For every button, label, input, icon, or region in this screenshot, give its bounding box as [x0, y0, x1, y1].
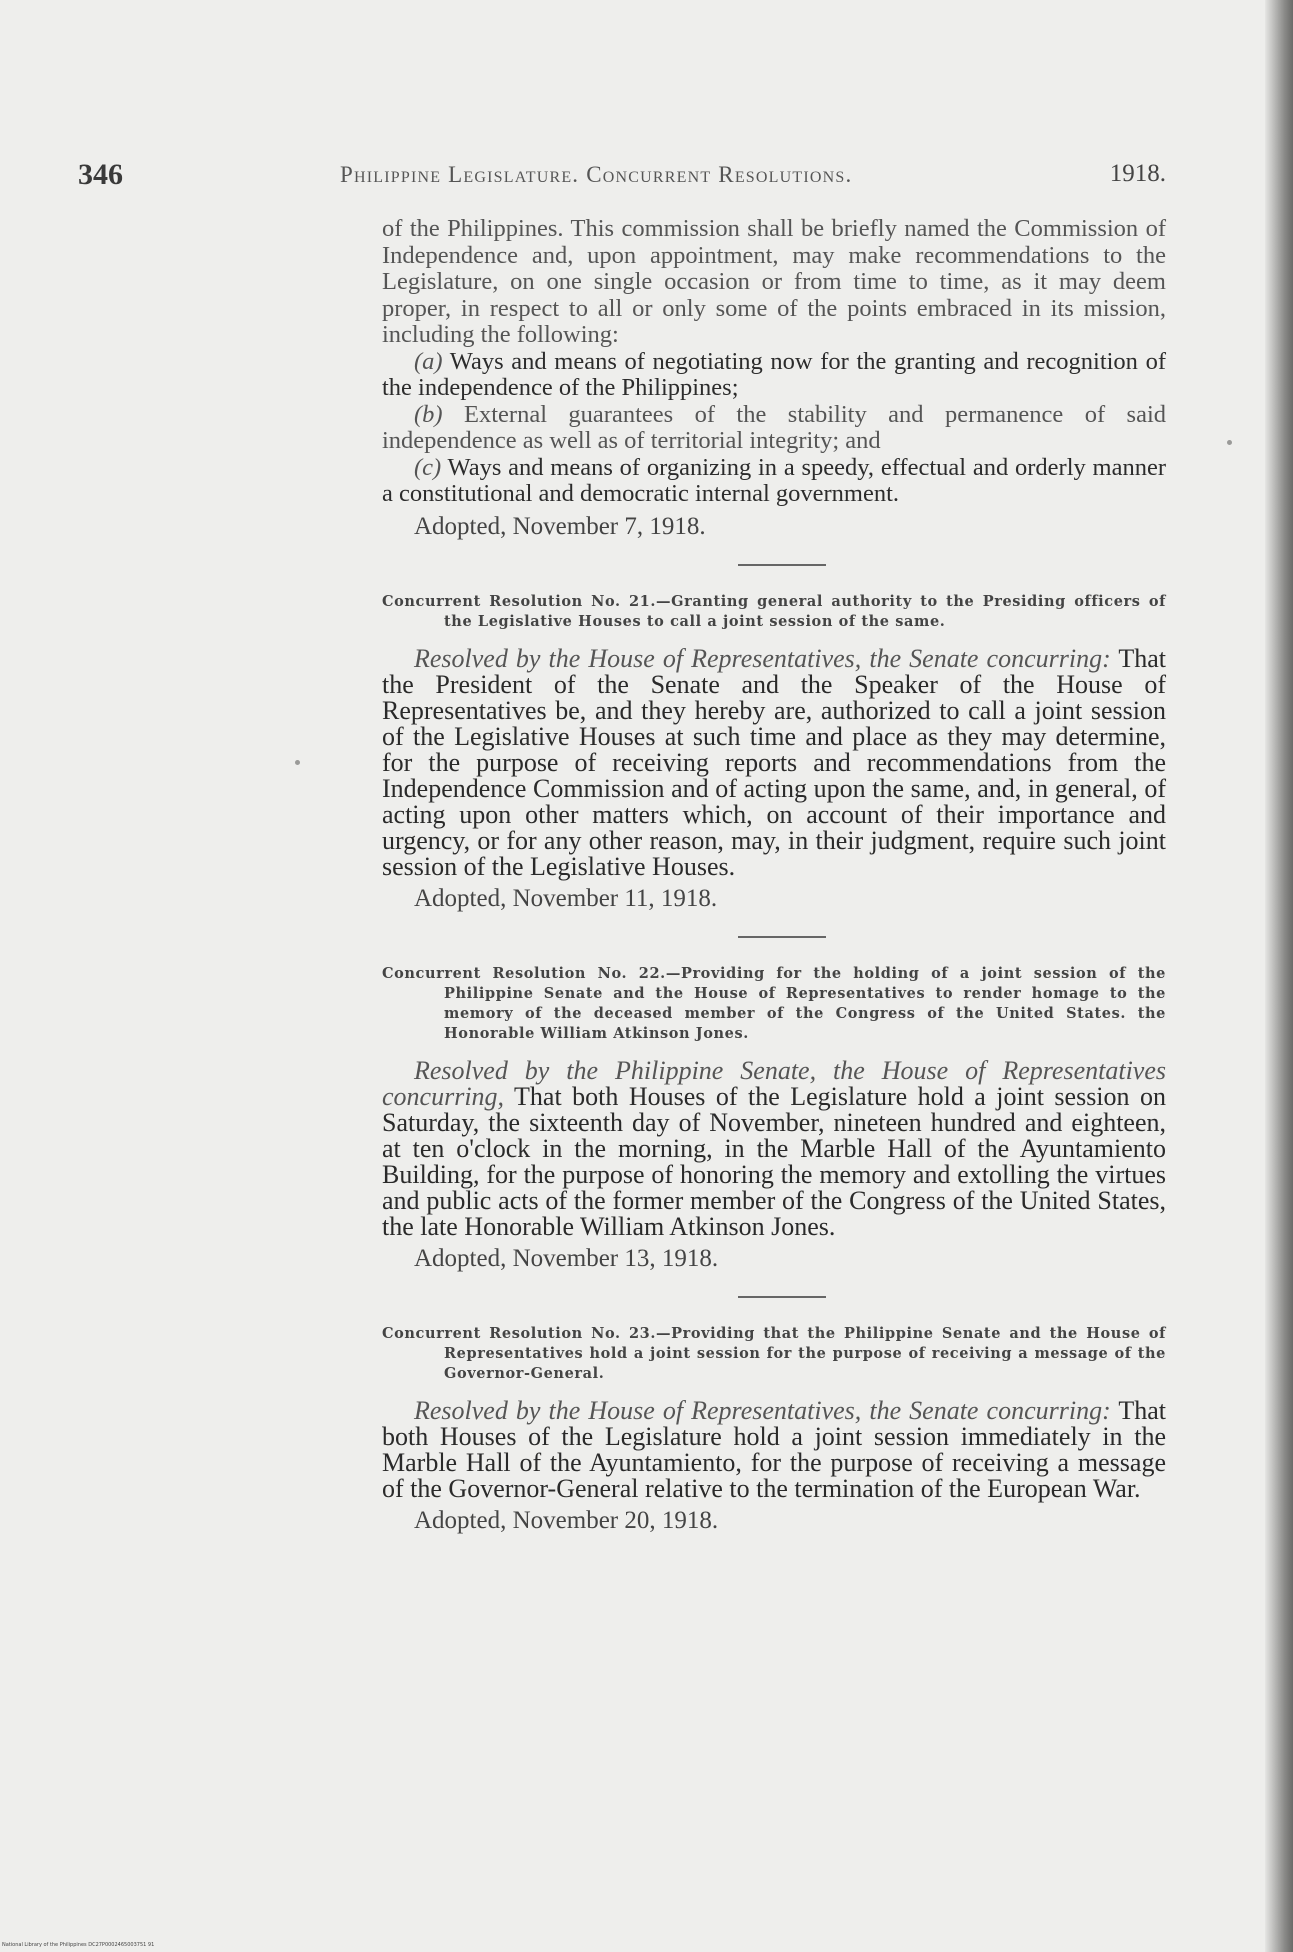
intro-item-b [382, 402, 1166, 455]
page-number: 346 [78, 158, 123, 191]
resolution-heading [382, 592, 1166, 632]
resolution-body [382, 643, 1167, 881]
resolution-title: —Granting general authority to the Presiding officers of the Legislative Houses to call a joint session of the same. [444, 592, 1166, 630]
adopted-date: Adopted, November 11, 1918. [414, 884, 718, 912]
resolution-title: —Providing that the Philippine Senate and the House of Representatives hold a joint session for the purpose of receiving a message of the Governor-General. [444, 1324, 1166, 1382]
resolution-text: That both Houses of the Legislature hold a joint session immediately in the Marble Hall of the Ayuntamiento, for the purpose of receiving a message of the Governor-General relative to the termination of the European War. [382, 1395, 1167, 1503]
item-c-text: Ways and means of organizing in a speedy, effectual and orderly manner a constitutional and democratic internal government. [382, 453, 1166, 507]
item-a-text: Ways and means of negotiating now for the granting and recognition of the independence of the Philippines; [382, 347, 1166, 401]
adopted-date: Adopted, November 20, 1918. [414, 1506, 719, 1534]
resolution-label: Concurrent Resolution No. 23. [382, 1324, 657, 1342]
section-divider [738, 936, 826, 938]
running-header [78, 158, 1166, 198]
resolution-text: That the President of the Senate and the Speaker of the House of Representatives be, and they hereby are, authorized to call a joint session of the Legislative Houses at such time and place as they may determine, for the purpose of receiving reports and recommendations from the Independence Commission and of acting upon the same, and, in general, of acting upon other matters which, on account of their importance and urgency, or for any other reason, may, in their judgment, require such joint session of the Legislative Houses. [382, 643, 1167, 881]
resolution-heading [382, 964, 1166, 1044]
adopted-date: Adopted, November 13, 1918. [414, 1244, 719, 1272]
resolved-clause: Resolved by the Philippine Senate, the House of Representatives concurring, [382, 1055, 1166, 1111]
adopted-date: Adopted, November 7, 1918. [414, 512, 706, 540]
page-edge-shadow [1265, 0, 1293, 1952]
intro-item-c [382, 455, 1166, 508]
intro-item-a [382, 349, 1166, 402]
item-c-label: (c) [414, 453, 442, 481]
scan-speck [1227, 440, 1232, 445]
resolved-clause: Resolved by the House of Representatives, the Senate concurring: [414, 1395, 1111, 1425]
item-b-label: (b) [414, 400, 443, 428]
running-title: Philippine Legislature. Concurrent Resolutions. [340, 162, 853, 187]
resolved-clause: Resolved by the House of Representatives, the Senate concurring: [414, 643, 1111, 673]
section-divider [738, 564, 826, 566]
item-b-text: External guarantees of the stability and permanence of said independence as well as of territorial integrity; and [382, 400, 1167, 454]
resolution-label: Concurrent Resolution No. 21. [382, 592, 657, 610]
library-footer-tag: National Library of the Philippines DC27P0002465003751 91 [2, 1942, 155, 1948]
running-year: 1918. [1109, 160, 1166, 187]
resolution-heading [382, 1324, 1166, 1384]
resolution-label: Concurrent Resolution No. 22. [382, 964, 666, 982]
resolution-title: —Providing for the holding of a joint session of the Philippine Senate and the House of Representatives to render homage to the memory of the deceased member of the Congress of the United States. the Honorable William Atkinson Jones. [444, 964, 1166, 1042]
item-a-label: (a) [414, 347, 443, 375]
text-column [382, 216, 1166, 1536]
section-divider [738, 1296, 826, 1298]
resolution-body [382, 1055, 1166, 1241]
resolution-text: That both Houses of the Legislature hold a joint session on Saturday, the sixteenth day of November, nineteen hundred and eighteen, at ten o'clock in the morning, in the Marble Hall of the Ayuntamiento Building, for the purpose of honoring the memory and extolling the virtues and public acts of the former member of the Congress of the United States, the late Honorable William Atkinson Jones. [382, 1081, 1166, 1241]
intro-paragraph: of the Philippines. This commission shall be briefly named the Commission of Independence and, upon appointment, may make recommendations to the Legislature, on one single occasion or from time to time, as it may deem proper, in respect to all or only some of the points embraced in its mission, including the following: [382, 215, 1166, 348]
scan-speck [295, 760, 300, 765]
resolution-body [382, 1395, 1167, 1503]
